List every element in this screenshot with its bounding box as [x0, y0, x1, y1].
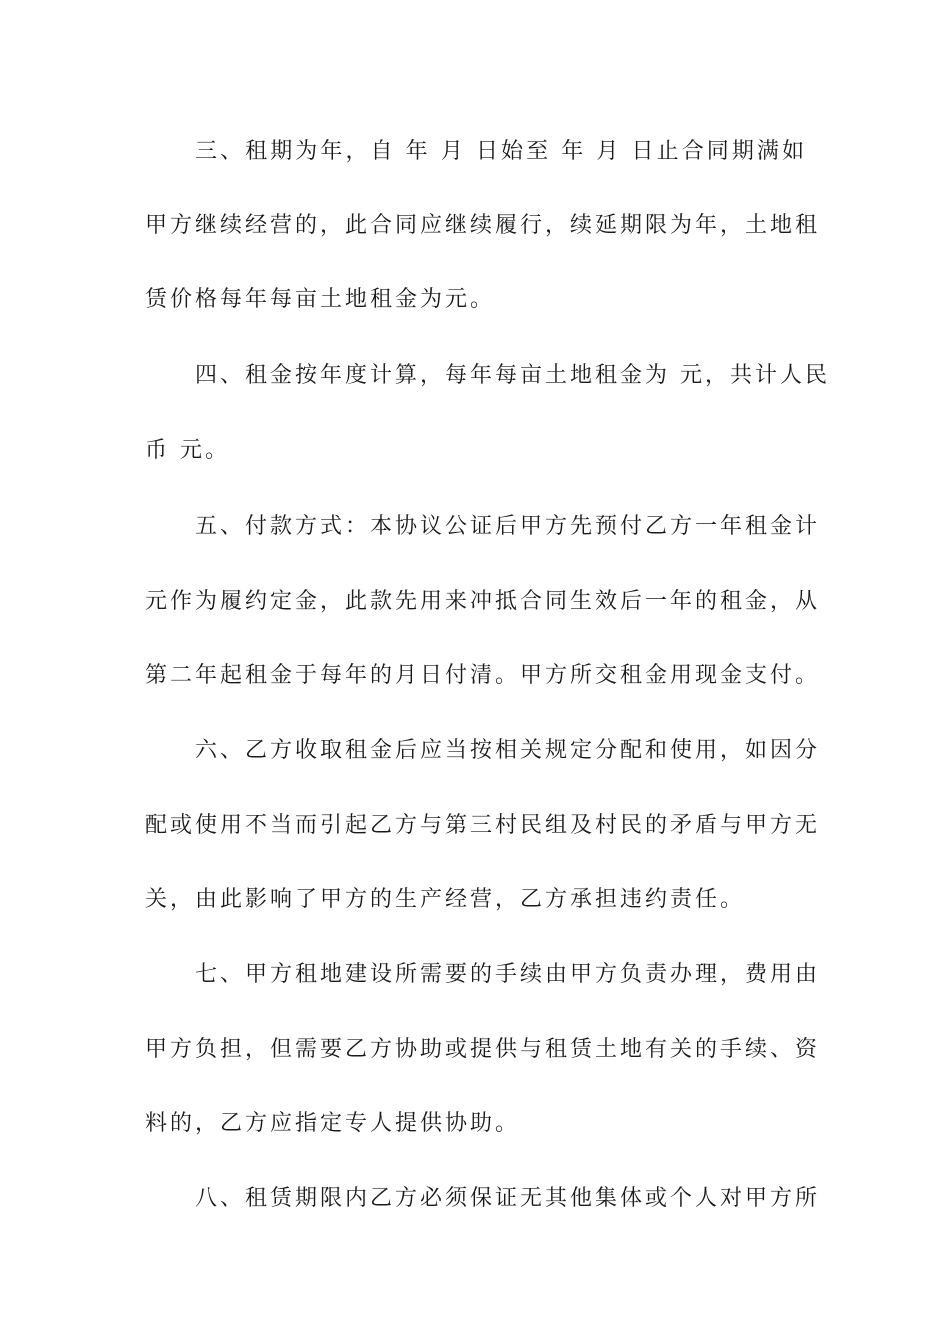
text-line-clause-5: 五、付款方式：本协议公证后甲方先预付乙方一年租金计 — [195, 514, 821, 539]
text-line-clause-8: 八、租赁期限内乙方必须保证无其他集体或个人对甲方所 — [195, 1186, 821, 1211]
text-line: 第二年起租金于每年的月日付清。甲方所交租金用现金支付。 — [145, 663, 821, 688]
text-line-clause-7: 七、甲方租地建设所需要的手续由甲方负责办理，费用由 — [195, 962, 821, 987]
text-line: 甲方负担，但需要乙方协助或提供与租赁土地有关的手续、资 — [145, 1037, 821, 1062]
text-line-clause-4: 四、租金按年度计算，每年每亩土地租金为 元，共计人民 — [195, 363, 830, 388]
text-line: 关，由此影响了甲方的生产经营，乙方承担违约责任。 — [145, 887, 746, 912]
text-line-clause-3: 三、租期为年，自 年 月 日始至 年 月 日止合同期满如 — [195, 139, 807, 164]
text-line: 料的，乙方应指定专人提供协助。 — [145, 1111, 521, 1136]
text-line: 币 元。 — [145, 438, 230, 463]
text-line: 赁价格每年每亩土地租金为元。 — [145, 287, 496, 312]
text-line-clause-6: 六、乙方收取租金后应当按相关规定分配和使用，如因分 — [195, 738, 821, 763]
text-line: 甲方继续经营的，此合同应继续履行，续延期限为年，土地租 — [145, 213, 821, 238]
text-line: 元作为履约定金，此款先用来冲抵合同生效后一年的租金，从 — [145, 589, 821, 614]
text-line: 配或使用不当而引起乙方与第三村民组及村民的矛盾与甲方无 — [145, 813, 821, 838]
